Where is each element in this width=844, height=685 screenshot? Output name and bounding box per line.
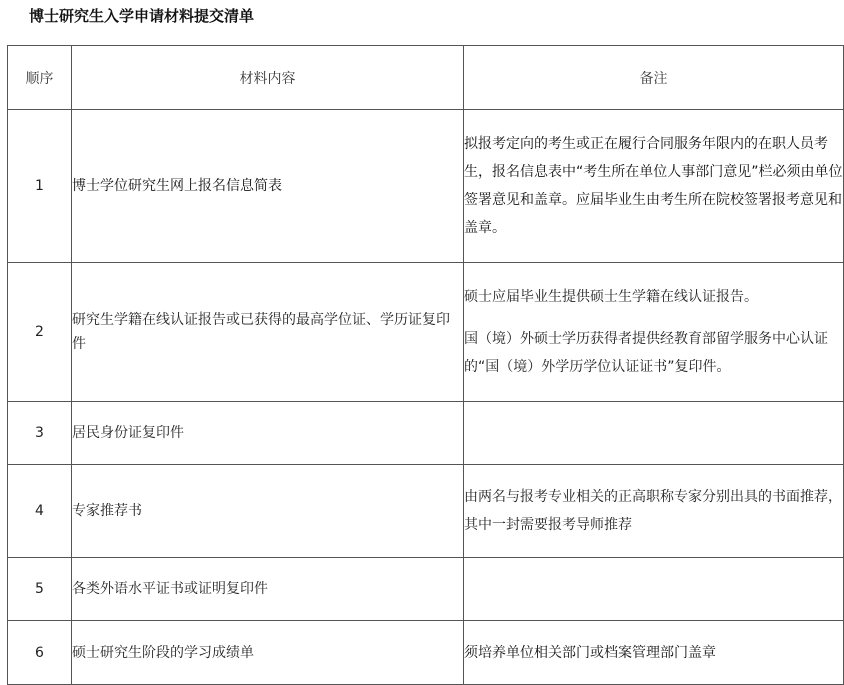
table-row	[8, 402, 844, 465]
material-note	[464, 465, 844, 558]
header-content: 材料内容	[72, 46, 464, 110]
note-paragraph: 由两名与报考专业相关的正高职称专家分别出具的书面推荐，其中一封需要报考导师推荐	[464, 489, 842, 533]
material-content: 各类外语水平证书或证明复印件	[72, 558, 464, 621]
header-note: 备注	[464, 46, 844, 110]
table-row	[8, 263, 844, 402]
row-number: 5	[8, 558, 72, 621]
material-note	[464, 558, 844, 621]
note-paragraph: 硕士应届毕业生提供硕士生学籍在线认证报告。	[464, 289, 758, 305]
material-content: 研究生学籍在线认证报告或已获得的最高学位证、学历证复印件	[72, 263, 464, 402]
table-row	[8, 465, 844, 558]
header-no: 顺序	[8, 46, 72, 110]
material-content: 博士学位研究生网上报名信息简表	[72, 110, 464, 263]
note-paragraph: 国（境）外硕士学历获得者提供经教育部留学服务中心认证的“国（境）外学历学位认证证书”复印件。	[464, 331, 828, 375]
row-number: 4	[8, 465, 72, 558]
row-number: 6	[8, 621, 72, 685]
note-paragraph: 须培养单位相关部门或档案管理部门盖章	[464, 644, 716, 661]
table-row	[8, 621, 844, 685]
material-note	[464, 263, 844, 402]
document-title: 博士研究生入学申请材料提交清单	[29, 7, 255, 25]
material-note	[464, 621, 844, 685]
material-note	[464, 110, 844, 263]
table-row	[8, 558, 844, 621]
row-number: 1	[8, 110, 72, 263]
material-content: 居民身份证复印件	[72, 402, 464, 465]
row-number: 2	[8, 263, 72, 402]
note-paragraph: 拟报考定向的考生或正在履行合同服务年限内的在职人员考生，报名信息表中“考生所在单位人事部门意见”栏必须由单位签署意见和盖章。应届毕业生由考生所在院校签署报考意见和盖章。	[464, 136, 843, 236]
material-note	[464, 402, 844, 465]
table-row	[8, 110, 844, 263]
material-content: 硕士研究生阶段的学习成绩单	[72, 621, 464, 685]
table-header-row	[8, 46, 844, 110]
material-content: 专家推荐书	[72, 465, 464, 558]
materials-table	[7, 45, 844, 685]
row-number: 3	[8, 402, 72, 465]
